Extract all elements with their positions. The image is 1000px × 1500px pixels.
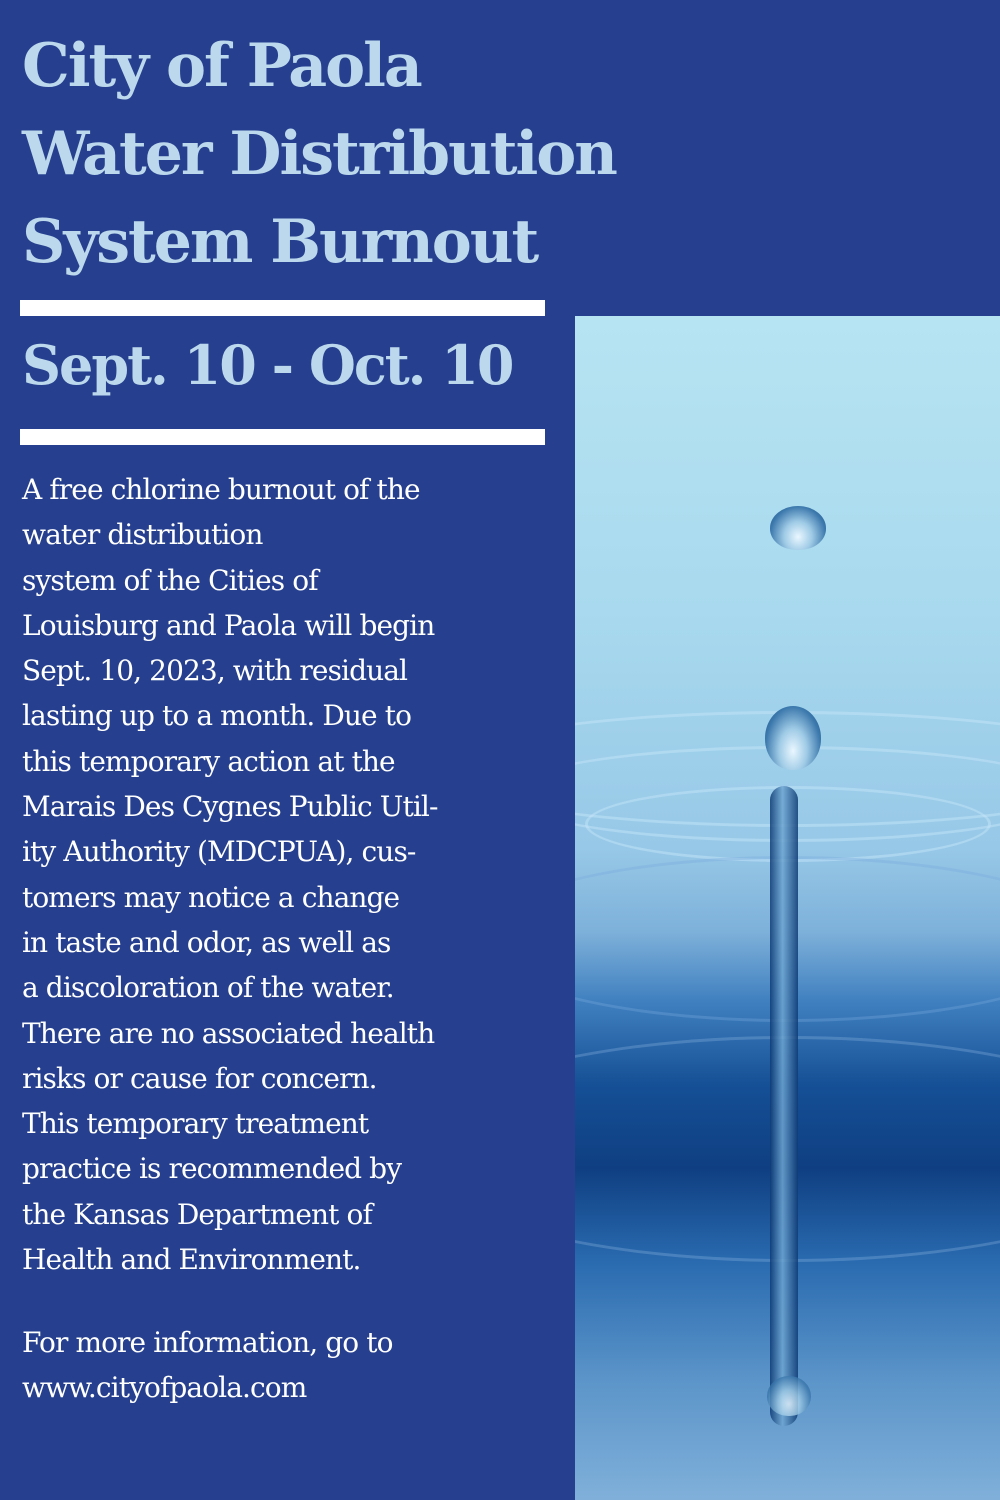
body-line: Marais Des Cygnes Public Util-: [22, 790, 438, 824]
body-line: Sept. 10, 2023, with residual: [22, 654, 408, 688]
body-line: risks or cause for concern.: [22, 1061, 377, 1095]
divider-bottom: [20, 429, 545, 445]
poster-title: [22, 22, 616, 286]
water-drop-reflection: [767, 1376, 811, 1416]
body-line: water distribution: [22, 518, 263, 552]
body-line: Louisburg and Paola will begin: [22, 608, 435, 642]
water-drop-upper: [770, 506, 826, 550]
body-line: the Kansas Department of: [22, 1197, 372, 1231]
body-line: system of the Cities of: [22, 563, 318, 597]
body-line: tomers may notice a change: [22, 880, 400, 914]
body-line: ity Authority (MDCPUA), cus-: [22, 835, 416, 869]
body-line: Health and Environment.: [22, 1243, 361, 1277]
body-line: practice is recommended by: [22, 1152, 402, 1186]
body-line: a discoloration of the water.: [22, 971, 394, 1005]
date-range: Sept. 10 - Oct. 10: [22, 333, 513, 397]
water-drop-lower: [765, 706, 821, 770]
more-info-label: For more information, go to: [22, 1326, 393, 1359]
title-line: City of Paola: [22, 31, 421, 101]
more-info: [22, 1320, 562, 1410]
body-line: This temporary treatment: [22, 1107, 369, 1141]
title-line: System Burnout: [22, 207, 538, 277]
website-link[interactable]: www.cityofpaola.com: [22, 1371, 307, 1404]
water-column: [770, 786, 798, 1426]
announcement-body: [22, 467, 562, 1282]
body-line: lasting up to a month. Due to: [22, 699, 412, 733]
body-line: in taste and odor, as well as: [22, 925, 391, 959]
body-line: A free chlorine burnout of the: [22, 473, 420, 506]
water-droplet-photo: [575, 316, 1000, 1500]
title-line: Water Distribution: [22, 119, 616, 189]
body-line: There are no associated health: [22, 1016, 435, 1050]
divider-top: [20, 300, 545, 316]
body-line: this temporary action at the: [22, 744, 395, 778]
